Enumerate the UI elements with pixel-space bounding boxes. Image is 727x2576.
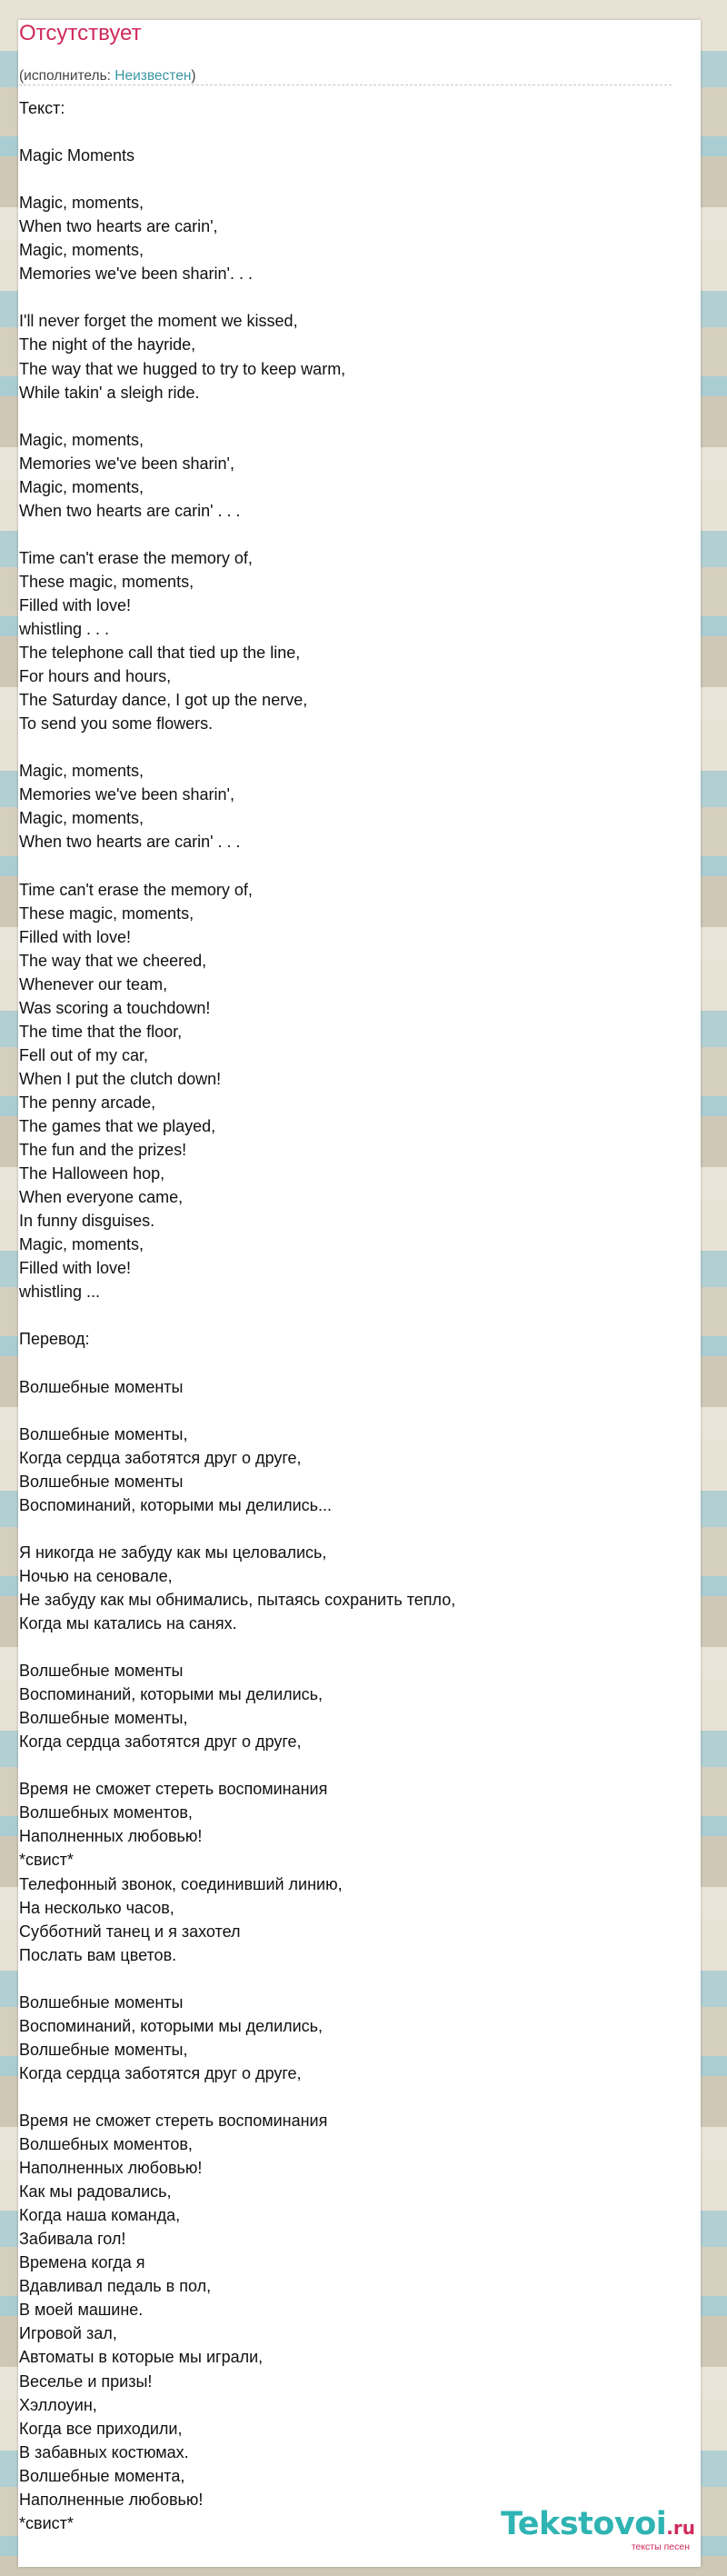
lyrics-line: Волшебные моменты, (19, 1424, 188, 1443)
lyrics-line: Memories we've been sharin', (19, 454, 234, 473)
lyrics-line: Magic, moments, (19, 809, 144, 828)
lyrics-line: Fell out of my car, (19, 1045, 149, 1064)
lyrics-line: When two hearts are carin', (19, 217, 218, 236)
lyrics-line: Волшебные моменты, (19, 2040, 188, 2059)
lyrics-line: The fun and the prizes! (19, 1141, 187, 1160)
lyrics-line: The time that the floor, (19, 1022, 183, 1041)
lyrics-line: В моей машине. (19, 2301, 144, 2320)
lyrics-line: When I put the clutch down! (19, 1069, 222, 1088)
lyrics-line: Послать вам цветов. (19, 1945, 177, 1964)
lyrics-line: Как мы радовались, (19, 2182, 172, 2202)
lyrics-text (19, 96, 673, 2535)
lyrics-line: *свист* (19, 2513, 74, 2532)
lyrics-line: Не забуду как мы обнимались, пытаясь сохранить тепло, (19, 1590, 456, 1609)
lyrics-line: Time can't erase the memory of, (19, 548, 253, 567)
lyrics-line: When everyone came, (19, 1188, 184, 1207)
lyrics-line: To send you some flowers. (19, 714, 214, 734)
lyrics-line: Игровой зал, (19, 2324, 117, 2343)
lyrics-line: Автоматы в которые мы играли, (19, 2348, 264, 2367)
lyrics-line: Filled with love! (19, 927, 132, 946)
lyrics-line: Время не сможет стереть воспоминания (19, 2111, 328, 2130)
lyrics-line: For hours and hours, (19, 667, 172, 686)
lyrics-line: Memories we've been sharin', (19, 785, 234, 804)
lyrics-line: Текст: (19, 99, 65, 117)
lyrics-line: These magic, moments, (19, 904, 194, 923)
lyrics-line: The way that we cheered, (19, 951, 207, 970)
lyrics-line: *свист* (19, 1851, 74, 1870)
lyrics-line: Magic, moments, (19, 1235, 144, 1254)
logo-main-text: Tekstovoi (501, 2506, 667, 2542)
lyrics-line: The games that we played, (19, 1117, 216, 1136)
lyrics-line: Filled with love! (19, 595, 132, 614)
lyrics-line: Хэллоуин, (19, 2395, 97, 2414)
lyrics-line: Волшебные моменты (19, 1992, 184, 2012)
lyrics-line: In funny disguises. (19, 1212, 155, 1231)
lyrics-line: Magic, moments, (19, 477, 144, 496)
lyrics-line: Magic, moments, (19, 194, 144, 213)
lyrics-line: Когда сердца заботятся друг о друге, (19, 1732, 302, 1752)
lyrics-blank-line (19, 2085, 673, 2109)
lyrics-line: Волшебные моменты (19, 1662, 184, 1681)
lyrics-line: Ночью на сеновале, (19, 1566, 173, 1585)
artist-link[interactable]: Неизвестен (115, 68, 192, 84)
lyrics-line: Наполненных любовью! (19, 2159, 203, 2178)
lyrics-line: Забивала гол! (19, 2230, 126, 2249)
lyrics-line: Memories we've been sharin'. . . (19, 265, 253, 284)
artist-prefix: (исполнитель: (19, 68, 115, 84)
lyrics-line: Когда сердца заботятся друг о друге, (19, 1448, 302, 1467)
lyrics-blank-line (19, 1399, 673, 1423)
lyrics-line: Time can't erase the memory of, (19, 880, 253, 899)
lyrics-line: Вдавливал педаль в пол, (19, 2277, 212, 2296)
lyrics-line: Воспоминаний, которыми мы делились, (19, 1685, 324, 1704)
lyrics-blank-line (19, 404, 673, 428)
lyrics-line: The Saturday dance, I got up the nerve, (19, 691, 308, 710)
lyrics-line: Наполненные любовью! (19, 2490, 204, 2509)
lyrics-line: Filled with love! (19, 1259, 132, 1278)
lyrics-line: Когда сердца заботятся друг о друге, (19, 2063, 302, 2082)
lyrics-line: These magic, moments, (19, 572, 194, 591)
lyrics-line: Волшебные момента, (19, 2466, 185, 2485)
lyrics-line: Перевод: (19, 1330, 90, 1349)
lyrics-blank-line (19, 1967, 673, 1991)
artist-suffix: ) (191, 68, 196, 84)
lyrics-line: Magic Moments (19, 146, 135, 165)
logo-domain-suffix: .ru (666, 2517, 695, 2539)
lyrics-line: Когда мы катались на санях. (19, 1614, 237, 1632)
lyrics-line: Времена когда я (19, 2253, 145, 2272)
lyrics-line: Волшебные моменты, (19, 1709, 188, 1728)
lyrics-blank-line (19, 1635, 673, 1659)
lyrics-line: Когда наша команда, (19, 2206, 181, 2225)
lyrics-line: When two hearts are carin' . . . (19, 833, 241, 852)
lyrics-blank-line (19, 735, 673, 759)
lyrics-blank-line (19, 854, 673, 878)
logo-tagline: тексты песен (631, 2541, 690, 2552)
song-title: Отсутствует (19, 21, 142, 45)
lyrics-line: Наполненных любовью! (19, 1827, 203, 1846)
lyrics-blank-line (19, 1753, 673, 1777)
lyrics-blank-line (19, 285, 673, 309)
site-logo[interactable] (501, 2505, 695, 2560)
lyrics-line: Воспоминаний, которыми мы делились, (19, 2016, 324, 2035)
lyrics-line: whistling ... (19, 1283, 101, 1302)
lyrics-line: whistling . . . (19, 620, 110, 639)
lyrics-line: When two hearts are carin' . . . (19, 501, 241, 520)
lyrics-line: The night of the hayride, (19, 335, 196, 354)
lyrics-line: Веселье и призы! (19, 2371, 153, 2391)
lyrics-line: Was scoring a touchdown! (19, 998, 211, 1017)
lyrics-line: Воспоминаний, которыми мы делились... (19, 1495, 333, 1514)
lyrics-line: Я никогда не забуду как мы целовались, (19, 1543, 327, 1562)
lyrics-line: Magic, moments, (19, 430, 144, 449)
lyrics-line: The way that we hugged to try to keep warm, (19, 359, 346, 378)
lyrics-line: Волшебных моментов, (19, 1803, 193, 1822)
lyrics-line: Субботний танец и я захотел (19, 1922, 241, 1941)
lyrics-line: Волшебные моменты (19, 1377, 184, 1396)
lyrics-line: I'll never forget the moment we kissed, (19, 312, 298, 331)
lyrics-line: Волшебных моментов, (19, 2135, 193, 2154)
lyrics-line: Волшебные моменты (19, 1472, 184, 1491)
lyrics-line: На несколько часов, (19, 1898, 174, 1917)
lyrics-line: Когда все приходили, (19, 2419, 183, 2438)
lyrics-line: While takin' a sleigh ride. (19, 383, 200, 402)
lyrics-line: The telephone call that tied up the line, (19, 644, 301, 663)
lyrics-line: Magic, moments, (19, 762, 144, 781)
lyrics-line: Magic, moments, (19, 241, 144, 260)
artist-line (19, 67, 196, 85)
lyrics-line: В забавных костюмах. (19, 2442, 189, 2461)
lyrics-blank-line (19, 1303, 673, 1327)
lyrics-blank-line (19, 1517, 673, 1541)
lyrics-line: The penny arcade, (19, 1093, 156, 1112)
lyrics-line: Время не сможет стереть воспоминания (19, 1780, 328, 1799)
lyrics-line: The Halloween hop, (19, 1164, 165, 1183)
lyrics-blank-line (19, 167, 673, 191)
lyrics-blank-line (19, 1351, 673, 1374)
lyrics-blank-line (19, 120, 673, 144)
lyrics-blank-line (19, 523, 673, 546)
lyrics-line: Whenever our team, (19, 974, 168, 993)
lyrics-line: Телефонный звонок, соединивший линию, (19, 1874, 343, 1893)
